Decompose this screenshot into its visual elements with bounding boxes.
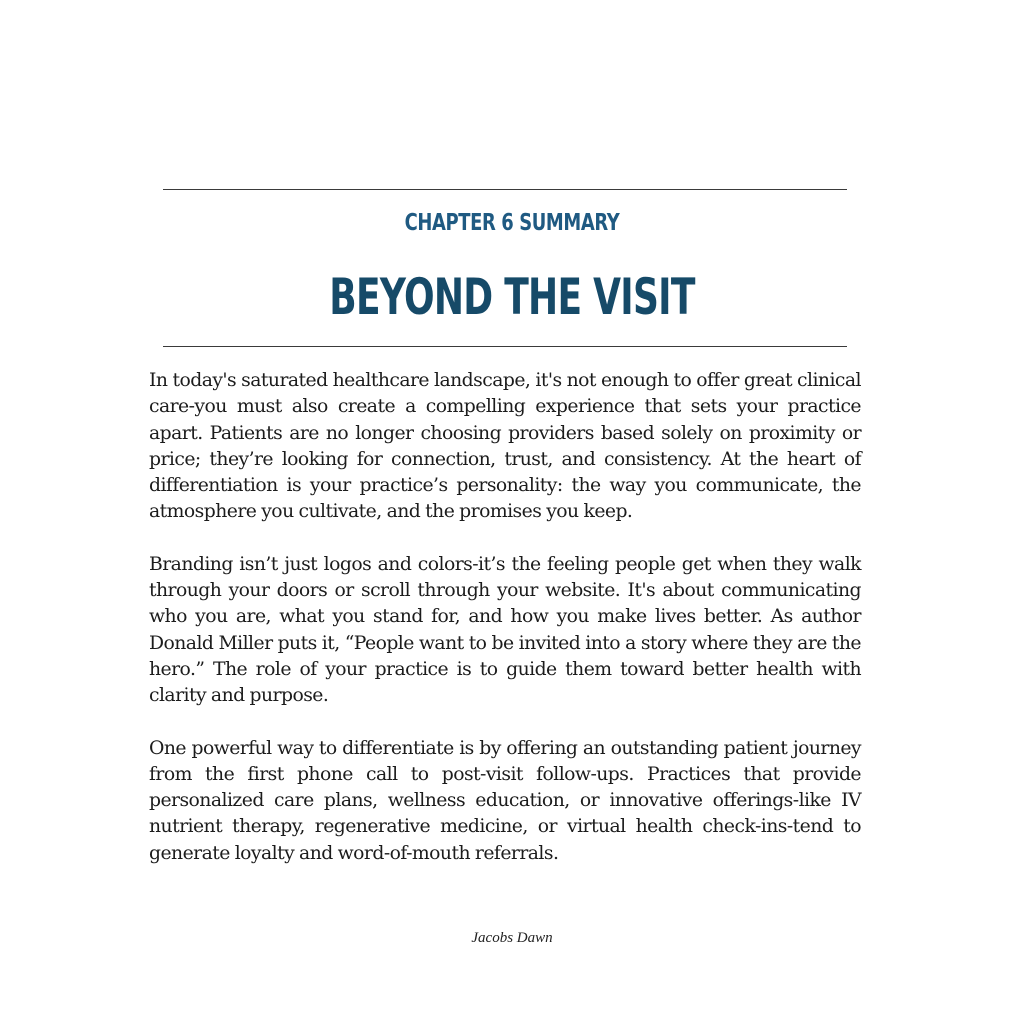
top-divider (163, 189, 847, 190)
chapter-title: BEYOND THE VISIT (329, 268, 695, 326)
paragraph-1: In today's saturated healthcare landscape, it's not enough to offer great clinical care-you must also create a compelling experience that sets your practice apart. Patients are no longer choosing providers based solely on proximity or price; they’re looking for connection, trust, and consistency. At the heart of differentiation is your practice’s personality: the way you communicate, the atmosphere you cultivate, and the promises you keep. (149, 370, 861, 523)
author-footer: Jacobs Dawn (471, 930, 553, 946)
paragraph-2: Branding isn’t just logos and colors-it’s the feeling people get when they walk through your doors or scroll through your website. It's about communicating who you are, what you stand for, and how you make lives better. As author Donald Miller puts it, “People want to be invited into a story where they are the hero.” The role of your practice is to guide them toward better health with clarity and purpose. (149, 553, 861, 707)
bottom-divider (163, 346, 847, 347)
summary-body (149, 368, 861, 893)
paragraph-3: One powerful way to differentiate is by offering an outstanding patient journey from the first phone call to post-visit follow-ups. Practices that provide personalized care plans, wellness education, or innovative offerings-like IV nutrient therapy, regenerative medicine, or virtual health check-ins-tend to generate loyalty and word-of-mouth referrals. (149, 737, 861, 864)
chapter-label: CHAPTER 6 SUMMARY (404, 210, 620, 236)
